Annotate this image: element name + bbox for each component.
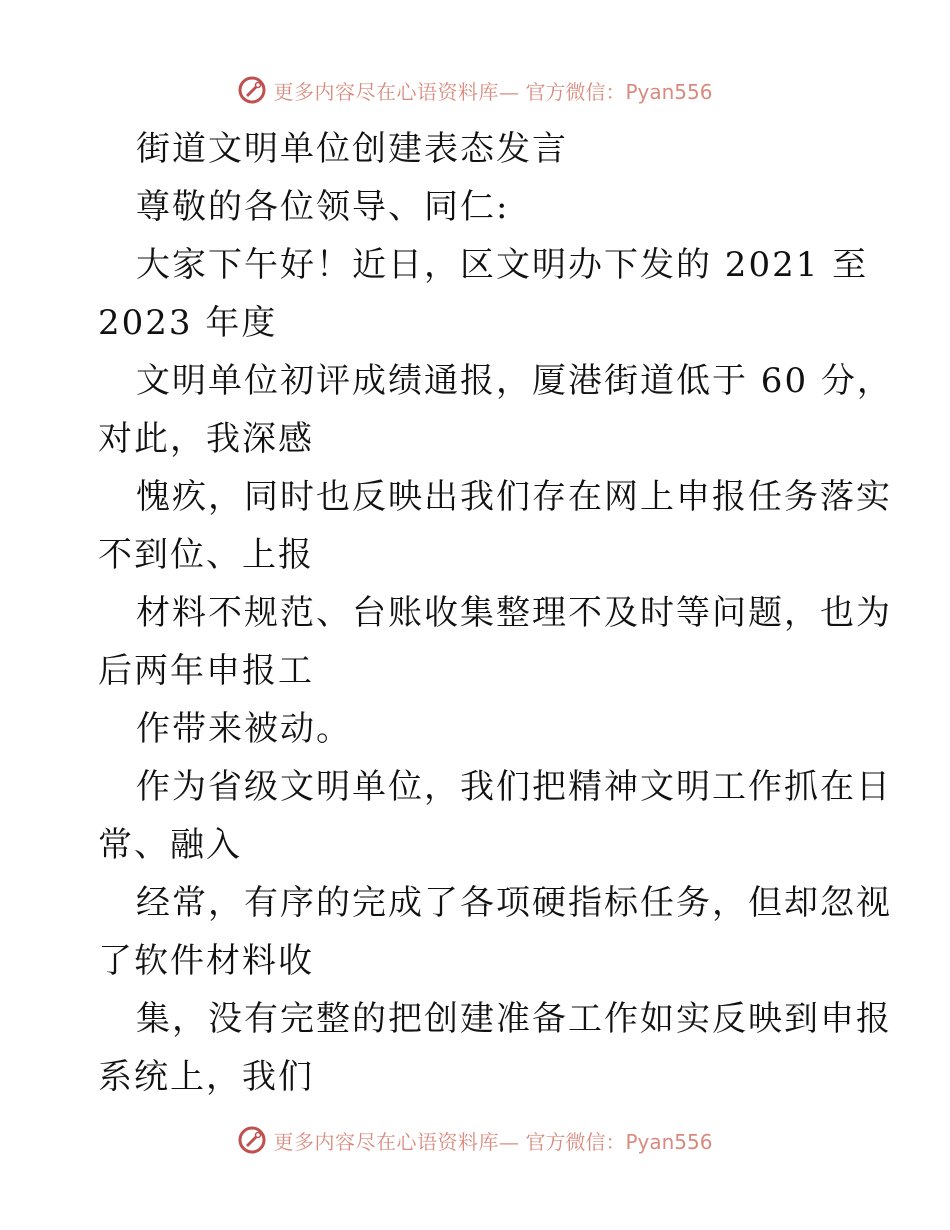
footer-wechat-text: 官方微信：Pyan556	[525, 1129, 713, 1154]
text-line: 2023 年度	[98, 303, 278, 343]
text-line: 不到位、上报	[98, 535, 314, 575]
text-line: 文明单位初评成绩通报，厦港街道低于 60 分，	[136, 361, 893, 401]
salutation: 尊敬的各位领导、同仁:	[136, 187, 510, 227]
footer-watermark-banner	[0, 1122, 950, 1158]
text-line: 系统上，我们	[98, 1057, 314, 1097]
text-line: 后两年申报工	[98, 651, 314, 691]
footer-site-text: 更多内容尽在心语资料库—	[273, 1129, 520, 1154]
document-title: 街道文明单位创建表态发言	[136, 129, 568, 169]
header-watermark-banner	[0, 72, 950, 108]
text-line: 作为省级文明单位，我们把精神文明工作抓在日	[136, 767, 892, 807]
text-line: 愧疚，同时也反映出我们存在网上申报任务落实	[136, 477, 892, 517]
text-line: 大家下午好！近日，区文明办下发的 2021 至	[136, 245, 869, 285]
text-line: 材料不规范、台账收集整理不及时等问题，也为	[136, 593, 892, 633]
logo-icon	[237, 1125, 267, 1155]
text-line: 作带来被动。	[136, 709, 352, 749]
header-wechat-text: 官方微信：Pyan556	[525, 79, 713, 104]
text-line: 了软件材料收	[98, 941, 314, 981]
text-line: 经常，有序的完成了各项硬指标任务，但却忽视	[136, 883, 892, 923]
text-line: 对此，我深感	[98, 419, 314, 459]
header-site-text: 更多内容尽在心语资料库—	[273, 79, 520, 104]
text-line: 常、融入	[98, 825, 242, 865]
text-line: 集，没有完整的把创建准备工作如实反映到申报	[136, 999, 892, 1039]
document-body	[98, 120, 893, 1106]
logo-icon	[237, 75, 267, 105]
